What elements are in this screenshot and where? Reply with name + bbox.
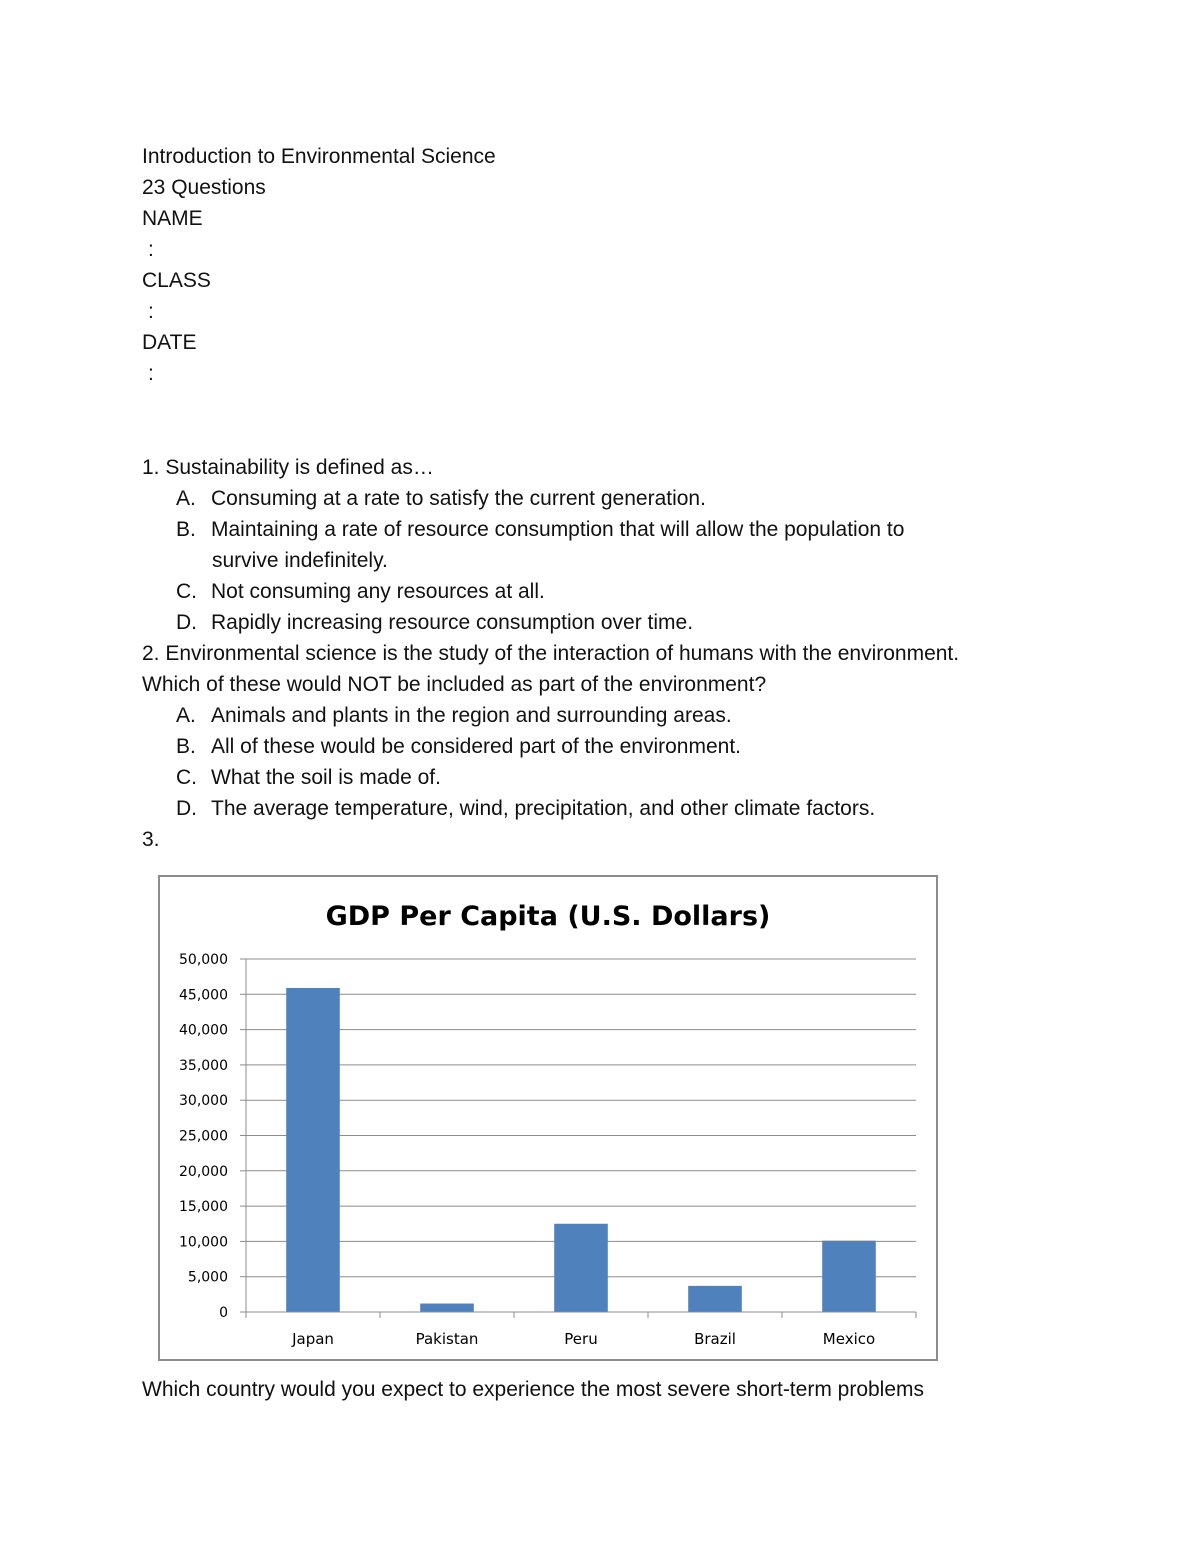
option-letter: B. (176, 518, 196, 541)
y-tick-label: 35,000 (179, 1057, 228, 1074)
option-text: Consuming at a rate to satisfy the current generation. (211, 487, 706, 510)
option-letter: C. (176, 766, 197, 789)
option-text: Maintaining a rate of resource consumption that will allow the population to (211, 518, 905, 541)
y-tick-label: 25,000 (179, 1128, 228, 1145)
option-text: The average temperature, wind, precipitation, and other climate factors. (211, 797, 876, 820)
bar-mexico (822, 1241, 876, 1312)
x-tick-label: Pakistan (415, 1330, 479, 1348)
option-text: What the soil is made of. (211, 766, 441, 789)
date-label: DATE (142, 331, 197, 354)
x-tick-label: Japan (292, 1330, 334, 1348)
bar-pakistan (420, 1304, 474, 1312)
option-text: All of these would be considered part of the environment. (211, 735, 741, 758)
question-1-stem: 1. Sustainability is defined as… (142, 456, 434, 479)
bar-brazil (688, 1286, 742, 1312)
name-label: NAME (142, 207, 203, 230)
question-2-option-d (176, 798, 875, 819)
document-title: Introduction to Environmental Science (142, 145, 496, 168)
y-tick-label: 50,000 (179, 952, 228, 968)
question-3-followup: Which country would you expect to experience the most severe short-term problems (142, 1378, 925, 1401)
y-tick-label: 40,000 (179, 1022, 228, 1039)
y-tick-label: 15,000 (179, 1199, 228, 1216)
x-tick-label: Peru (564, 1330, 598, 1348)
name-field: : (148, 238, 154, 261)
gdp-bar-chart (158, 875, 938, 1361)
option-text: Animals and plants in the region and surrounding areas. (211, 704, 732, 727)
class-label: CLASS (142, 269, 211, 292)
option-letter: D. (176, 797, 197, 820)
question-1-option-c (176, 581, 545, 602)
class-field: : (148, 300, 154, 323)
question-3-stem: 3. (142, 828, 160, 851)
question-1-option-a (176, 488, 706, 509)
question-count: 23 Questions (142, 176, 266, 199)
question-1-option-b-continued: survive indefinitely. (212, 549, 388, 572)
option-letter: A. (176, 704, 196, 727)
option-text: Not consuming any resources at all. (211, 580, 545, 603)
y-tick-label: 45,000 (179, 987, 228, 1004)
question-2-stem: 2. Environmental science is the study of the interaction of humans with the environment. (142, 642, 960, 665)
x-tick-label: Mexico (822, 1330, 876, 1348)
y-tick-label: 0 (219, 1305, 228, 1321)
bar-japan (286, 988, 340, 1312)
date-field: : (148, 362, 154, 385)
question-2-option-b (176, 736, 741, 757)
y-tick-label: 5,000 (187, 1269, 228, 1286)
option-letter: D. (176, 611, 197, 634)
bar-peru (554, 1224, 608, 1312)
y-tick-label: 30,000 (179, 1093, 228, 1110)
question-2-option-a (176, 705, 732, 726)
chart-title: GDP Per Capita (U.S. Dollars) (325, 901, 771, 932)
question-2-option-c (176, 767, 441, 788)
option-letter: A. (176, 487, 196, 510)
chart-canvas (160, 877, 936, 1359)
y-tick-label: 10,000 (179, 1234, 228, 1251)
y-tick-label: 20,000 (179, 1163, 228, 1180)
question-1-option-b (176, 519, 904, 540)
x-tick-label: Brazil (694, 1330, 736, 1348)
option-text: Rapidly increasing resource consumption over time. (211, 611, 694, 634)
question-2-stem-continued: Which of these would NOT be included as part of the environment? (142, 673, 767, 696)
option-letter: B. (176, 735, 196, 758)
question-1-option-d (176, 612, 693, 633)
option-letter: C. (176, 580, 197, 603)
